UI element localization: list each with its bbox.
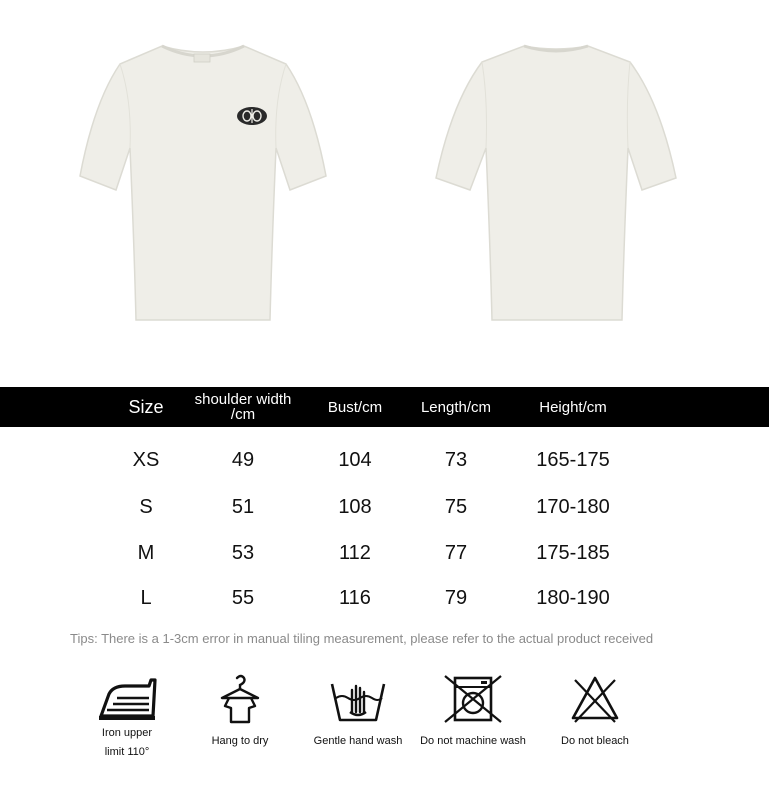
- cell-bust: 112: [339, 541, 371, 564]
- cell-height: 165-175: [536, 448, 610, 471]
- cell-height: 180-190: [536, 586, 610, 609]
- header-bust: Bust/cm: [327, 398, 383, 416]
- care-item-hand-wash: [306, 672, 410, 751]
- header-size: Size: [128, 396, 164, 417]
- cell-length: 77: [444, 541, 468, 564]
- no-machine-wash-icon: [441, 672, 505, 726]
- cell-bust: 108: [338, 495, 372, 518]
- care-label: Iron upper: [101, 727, 153, 739]
- size-chart-table: [0, 387, 769, 609]
- tshirt-front-image: [76, 40, 330, 324]
- cell-bust: 116: [339, 586, 371, 609]
- table-header: [0, 387, 769, 427]
- measurement-tip: Tips: There is a 1-3cm error in manual tiling measurement, please refer to the actual product received: [70, 631, 654, 646]
- tshirt-back-image: [434, 40, 678, 324]
- table-row: [0, 437, 769, 483]
- hand-wash-icon: [328, 672, 388, 726]
- table-row: [0, 484, 769, 530]
- header-length: Length/cm: [420, 398, 492, 416]
- table-row: [0, 575, 769, 621]
- header-shoulder-line2: /cm: [230, 406, 256, 423]
- cell-shoulder: 53: [231, 541, 255, 564]
- cell-height: 170-180: [536, 495, 610, 518]
- cell-shoulder: 55: [231, 586, 255, 609]
- care-item-iron: [88, 672, 166, 762]
- cell-shoulder: 51: [231, 495, 255, 518]
- cell-size: L: [140, 586, 152, 609]
- product-photos: [0, 0, 769, 385]
- header-shoulder-line1: shoulder width: [194, 391, 292, 408]
- care-label: limit 110°: [104, 746, 150, 758]
- header-shoulder-width: [180, 387, 306, 427]
- table-row: [0, 530, 769, 576]
- cell-size: M: [137, 541, 155, 564]
- cell-length: 75: [444, 495, 468, 518]
- care-item-no-machine-wash: [412, 672, 534, 751]
- care-item-hang: [200, 672, 280, 751]
- hanger-icon: [215, 672, 265, 726]
- logo-patch-icon: [237, 107, 267, 125]
- header-height: Height/cm: [539, 398, 607, 416]
- iron-icon: [95, 672, 159, 724]
- cell-height: 175-185: [536, 541, 610, 564]
- cell-size: S: [139, 495, 153, 518]
- cell-bust: 104: [338, 448, 372, 471]
- care-label: Do not bleach: [561, 735, 629, 747]
- care-label: Gentle hand wash: [313, 735, 403, 747]
- care-item-no-bleach: [552, 672, 638, 751]
- cell-length: 79: [444, 586, 468, 609]
- care-label: Do not machine wash: [420, 735, 526, 747]
- cell-length: 73: [444, 448, 468, 471]
- cell-size: XS: [132, 448, 160, 471]
- no-bleach-icon: [567, 672, 623, 726]
- care-label: Hang to dry: [211, 735, 269, 747]
- cell-shoulder: 49: [231, 448, 255, 471]
